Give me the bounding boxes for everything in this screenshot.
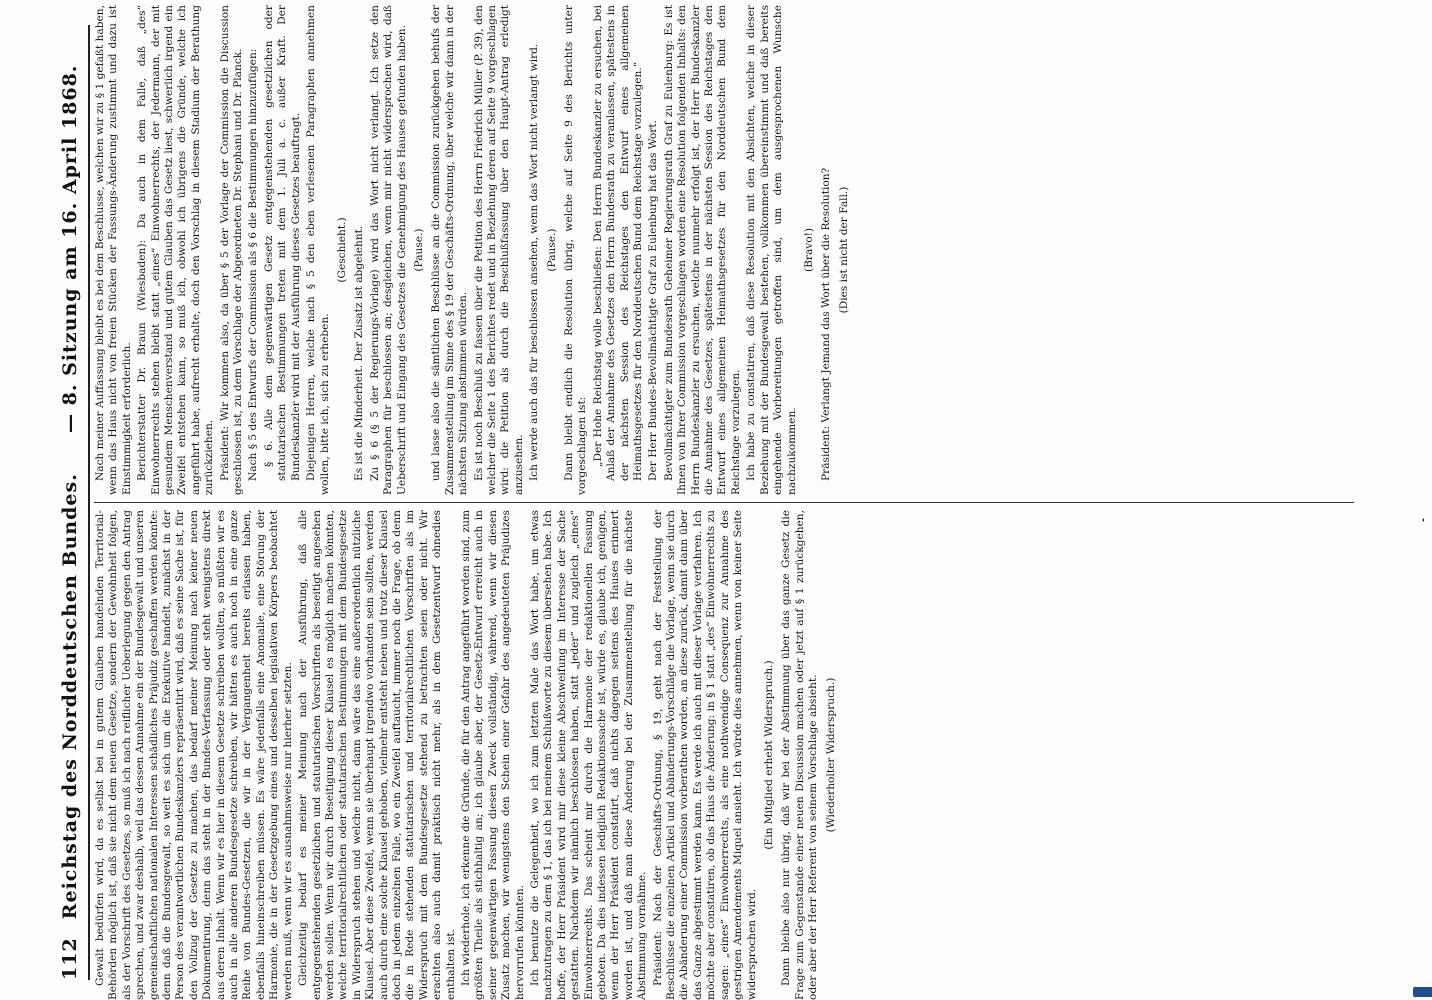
header-rule [88, 25, 90, 980]
paragraph: Bevollmächtigter zum Bundesrath Geheimer Regierungsrath Graf zu Eulenburg: Es ist Ihnen von Ihrer Commission vorgeschlagen worden eine Resolution folgenden Inhalts: den Herrn Bundeskanzler zu ersuchen, welche nunmehr erfolgt ist, der Herr Bundeskanzler die Annahme des Gesetzes, spätestens in der nächsten Session des Reichstages den Entwurf eines allgemeinen Heimathsgesetzes für den Norddeutschen Bund dem Reichstage vorzulegen. [662, 5, 742, 495]
header-title-left: Reichstag des Norddeutschen Bundes. [59, 473, 81, 920]
paragraph: Präsident: Verlangt Jemand das Wort über die Resolution? [820, 167, 833, 481]
paragraph: Präsident: Wir kommen also, da über § 5 der Vorlage der Commission die Discussion geschlossen ist, zu dem Vorschlage der Abgeordneten Dr. Stephani und Dr. Planck. [218, 5, 245, 495]
paragraph: Zu § 6 (§ 5 der Regierungs-Vorlage) wird das Wort nicht verlangt. Ich setze den Paragraphen für beschlossen an; desgleichen, wenn mir nicht widersprochen wird, daß Ueberschrift und Eingang des Gesetzes die Genehmigung des Hauses gefunden haben. [368, 5, 408, 495]
paragraph: Es ist noch Beschluß zu fassen über die Petition des Herrn Friedrich Müller (P. 39), den welcher die Seite 1 des Berichtes redet und in Beziehung deren auf Seite 9 vorgeschlagen wird: die Petition als durch die Beschlußfassung über den Haupt-Antrag erledigt anzusehen. [472, 5, 525, 495]
paragraph: Präsident: Nach der Geschäfts-Ordnung, § 19, geht nach der Feststellung der Beschlüsse die einzelnen Artikel und Abänderungs-Vorschläge die Vorlage, wenn sie durch die Abänderung einer Commission vorberathen worden, an diese zurück, damit dann über das Ganze abgestimmt werden kann. Es werde ich auch mit dieser Vorlage verfahren. Ich möchte aber constatiren, ob das Haus die Änderung: in § 1 statt „des“ Einwohnerrechts zu sagen: „eines“ Einwohnerrechts, als eine nothwendige Consequenz zur Annahme des gestrigen Amendements Miquel ansieht. Ich würde dies annehmen, wenn von keiner Seite widersprochen wird. [651, 510, 758, 1000]
paragraph: Nach § 5 des Entwurfs der Commission als § 6 die Bestimmungen hinzuzufügen: [247, 48, 260, 481]
stage-direction: (Bravo!) [802, 227, 815, 273]
column-divider [94, 502, 1354, 503]
paragraph: Ich werde auch das für beschlossen ansehen, wenn das Wort nicht verlangt wird. [528, 43, 541, 481]
paragraph: Dann bleibt endlich die Resolution übrig, welche auf Seite 9 des Berichts unter vorgeschlagen ist: [563, 5, 589, 495]
right-column [94, 5, 1344, 495]
quoted-paragraph: § 6. Alle dem gegenwärtigen Gesetz entgegenstehenden gesetzlichen oder statutarischen Bestimmungen treten mit dem 1. Juli a. c. außer Kraft. Der Bundeskanzler wird mit der Ausführung dieses Gesetzes beauftragt. [262, 5, 302, 481]
paragraph: Es ist die Minderheit. Der Zusatz ist abgelehnt. [353, 225, 366, 481]
paragraph: Berichterstatter Dr. Braun (Wiesbaden): Da auch in dem Falle, daß „des“ Einwohnerrechts stehen bleibt statt „eines“ Einwohnerrechts, der Jedermann, der mit gesundem Menschenverstand und gutem Glauben das Gesetz liest, schwerlich irgend ein Zweifel entstehen kann, so muß ich, obwohl ich übrigens die Gründe, welche ich angeführt habe, aufrecht erhalte, doch den Vorschlag in diesem Stadium der Berathung zurückziehen. [136, 5, 216, 495]
stage-direction: (Ein Mitglied erhebt Widerspruch.) [762, 660, 775, 850]
paragraph: Ich habe zu constatiren, daß diese Resolution mit den Absichten, welche in dieser Beziehung mit der Bundesgewalt bestehen, vollkommen übereinstimmt und daß bereits eingehende Vorbereitungen getroffen sind, um dem ausgesprochenen Wunsche nachzukommen. [745, 5, 798, 495]
stage-direction: (Pause.) [412, 228, 425, 272]
paragraph: Gleichzeitig bedarf es meiner Meinung nach der Ausführung, daß alle entgegenstehenden gesetzlichen und statutarischen Vorschriften als beseitigt angesehen werden sollen. Wenn wir durch Beseitigung dieser Klausel es möglich machen könnten, welche territorialrechtlichen oder statutarischen Bestimmungen mit dem Bundesgesetze in Widerspruch stehen und welche nicht, dann wäre das eine außerordentlich nützliche Klausel. Aber diese Zweifel, wenn sie überhaupt irgendwo vorhanden sein sollten, werden auch durch eine solche Klausel gehoben, vielmehr entsteht neben und trotz dieser Klausel doch in jedem einzelnen Falle, wo ein Zweifel auftaucht, immer noch die Frage, ob denn die in Rede stehenden statutarischen und territorialrechtlichen Vorschriften als im Widerspruch mit dem Bundesgesetze stehend zu betrachten seien oder nicht. Wir erachten also auch damit praktisch nicht mehr, als in dem Gesetzentwurf ohnedies enthalten ist. [297, 510, 457, 1000]
paragraph: Dann bleibe also nur übrig, daß wir bei der Abstimmung über das ganze Gesetz die Frage zum Gegenstande einer neuen Discussion machen oder jetzt auf § 1 zurückgehen, oder aber der Herr Referent von seinem Vorschlage absieht. [780, 510, 820, 1000]
funding-note [1419, 40, 1432, 1000]
funding-note-text: - [1419, 40, 1429, 1000]
quoted-paragraph: „Der Hohe Reichstag wolle beschließen: Den Herrn Bundeskanzler zu ersuchen, bei Anlaß der Annahme des Gesetzes den Herrn Bundesrath zu veranlassen, spätestens in der nächsten Session des Reichstages den Entwurf eines allgemeinen Heimathsgesetzes für den Norddeutschen Bund dem Reichstage vorzulegen.“ [591, 5, 645, 481]
paragraph: Nach meiner Auffassung bleibt es bei dem Beschlusse, welchen wir zu § 1 gefaßt haben, wenn das Haus nicht von freien Stücken der Fassungs-Änderung zustimmt und dazu ist Einstimmigkeit erforderlich. [94, 5, 133, 495]
paragraph: Ich wiederhole, ich erkenne die Gründe, die für den Antrag angeführt worden sind, zum größten Theile als stichhaltig an; ich glaube aber, der Gesetz-Entwurf erreicht auch in seiner gegenwärtigen Fassung diesen Zweck vollständig, während, wenn wir diesen Zusatz machen, wir wenigstens den Schein einer Gefahr des angedeuteten Präjudizes hervorrufen könnten. [459, 510, 526, 1000]
stage-direction: (Geschieht.) [335, 217, 348, 283]
dfg-logo [1413, 987, 1432, 997]
paragraph: und lasse also die sämtlichen Beschlüsse an die Commission zurückgehen behufs der Zusammenstellung im Sinne des § 19 der Geschäfts-Ordnung, über welche wir dann in der nächsten Sitzung abstimmen würden. [430, 5, 470, 495]
page-header [55, 25, 85, 980]
left-column [94, 510, 1344, 1000]
stage-direction: (Wiederholter Widerspruch.) [824, 677, 837, 833]
paragraph: Ich benutze die Gelegenheit, wo ich zum letzten Male das Wort habe, um etwas nachzutragen zu dem § 1, das ich bei meinem Schlußworte zu diesem übersehen habe. Ich hoffe, der Herr Präsident wird mir diese kleine Abschweifung im Interesse der Sache gestatten. Nachdem wir nämlich beschlossen haben, statt „jeder“ und zugleich „eines“ Einwohnerrechts. Das scheint mir durch die Harmonie der redaktionellen Fassung geboten. Da dies indessen lediglich Redaktionssache ist, würde es, glaube ich, genügen, wenn der Herr Präsident constatirt, daß nichts dagegen seitens des Hauses erinnert worden ist, und daß man diese Änderung bei der Zusammenstellung für die nächste Abstimmung vornähme. [529, 510, 649, 1000]
page-number: 112 [59, 937, 81, 980]
paragraph: Gewalt bedürfen wird, da es selbst bei in gutem Glauben handelnden Territorial-Behörden möglich ist, daß sie nicht dem neuen Gesetze, sondern der Gewohnheit folgen, als der Vorschrift des Gesetzes, so muß ich nach reiflicher Ueberlegung gegen den Antrag sprechen, und zwar deshalb, weil das dessen Annahme ein der Bundesgewalt und unseren gemeinschaftlichen nationalen Interessen schädliches Präjudiz geschaffen werden könnte: denn daß die Bundesgewalt, so weit es sich um die Exekutive handelt, zunächst in der Person des verantwortlichen Bundeskanzlers repräsentirt wird, daß es seine Sache ist, für den Vollzug der Gesetze zu machen, das bedarf meiner Meinung nach keiner neuen Dokumentirung, denn das steht in der Bundes-Verfassung oder steht wenigstens direkt aus deren Inhalt. Wenn wir es hier in diesem Gesetze schreiben wollten, so müßten wir es auch in alle anderen Bundesgesetze schreiben, wir hätten es auch noch in eine ganze Reihe von Bundes-Gesetzen, die wir in der Vergangenheit bereits erlassen haben, ebenfalls hineinschreiben müssen. Es wäre jedenfalls eine Anomalie, eine Störung der Harmonie, die in der Gesetzgebung eines und desselben legislativen Körpers beobachtet werden muß, wenn wir es ausnahmsweise nur hierher setzten. [94, 510, 294, 1000]
stage-direction: (Dies ist nicht der Fall.) [837, 186, 850, 314]
header-title-right: — 8. Sitzung am 16. April 1868. [59, 64, 81, 433]
paragraph: Diejenigen Herren, welche nach § 5 den eben verlesenen Paragraphen annehmen wollen, bitte ich, sich zu erheben. [305, 5, 331, 495]
stage-direction: (Pause.) [545, 228, 558, 272]
paragraph: Der Herr Bundes-Bevollmächtigte Graf zu Eulenburg hat das Wort. [647, 120, 660, 481]
